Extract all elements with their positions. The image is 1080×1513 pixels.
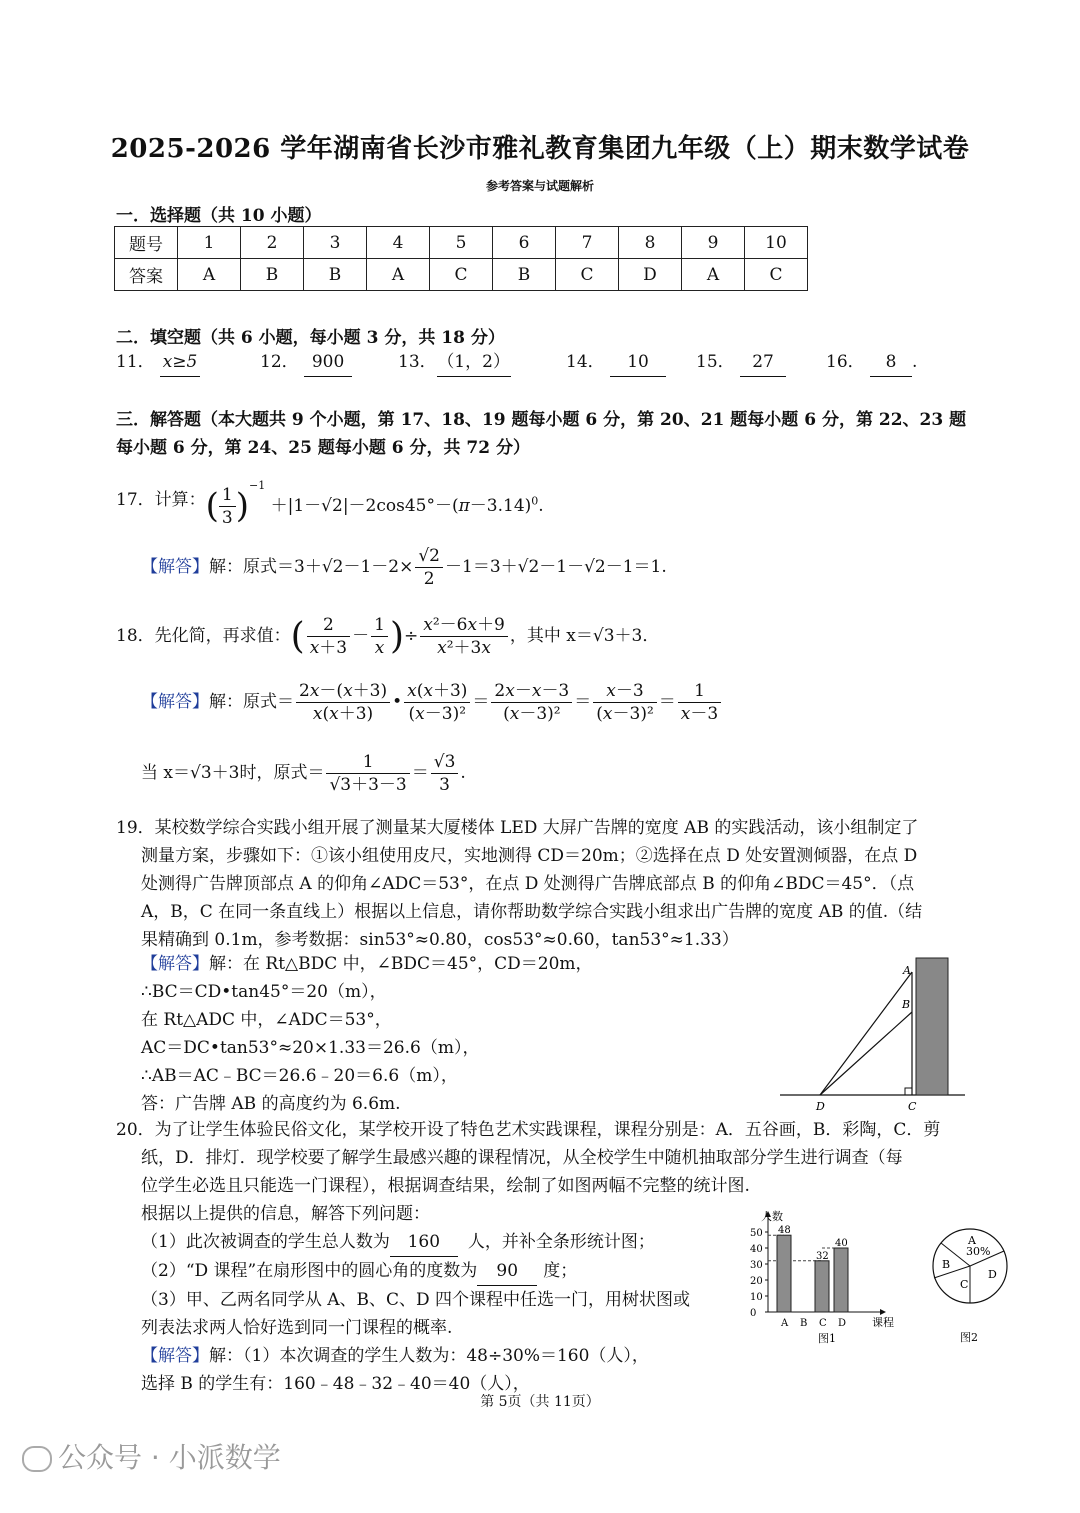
x-tick-label: C xyxy=(819,1318,827,1329)
x-tick-label: A xyxy=(781,1318,789,1329)
point-a-label: A xyxy=(903,964,911,977)
pie-caption: 图2 xyxy=(960,1331,978,1344)
fill-item: 15． 27 xyxy=(696,349,786,377)
bar-C xyxy=(815,1261,829,1312)
q18-solution: 【解答】 解：原式＝ $\frac{2x-(x+3)}{x(x+3)}$ • $\frac{x(x+3)}{\text{(x－3)²}}$ ＝ $\frac{2x-x-3}{\text{(x－3)²}}$ ＝ $\frac{x-3}{\text{(x－3)²}}$ ＝ $\frac{1}{x-3}$ xyxy=(141,676,723,728)
bar-value-label: 40 xyxy=(835,1238,848,1249)
pie-label-b: B xyxy=(942,1258,951,1271)
page-title: 2025-2026 学年湖南省长沙市雅礼教育集团九年级（上）期末数学试卷 xyxy=(110,134,970,164)
q17-solution: 【解答】 解：原式＝3＋√2－1－2× $\frac{√2}{2}$ －1＝3＋√2－1－√2－1＝1. xyxy=(141,545,667,589)
page-footer: 第 5页（共 11页） xyxy=(480,1394,600,1410)
table-cell-number: 2 xyxy=(241,227,304,259)
q19-statement: 19．某校数学综合实践小组开展了测量某大厦楼体 LED 大屏广告牌的宽度 AB 的实践活动，该小组制定了 测量方案，步骤如下：①该小组使用皮尺，实地测得 CD＝20m；②选择在点 D 处安置测倾器，在点 D 处测得广告牌顶部点 A 的仰角∠ADC＝53°，在点 D 处测得广告牌底部点 B 的仰角∠BDC＝45°．（点 A，B，C 在同一条直线上）根据以上信息，请你帮助数学综合实践小组求出广告牌的宽度 AB 的值.（结 果精确到 0.1m，参考数据：sin53°≈0.80，cos53°≈0.60，tan53°≈1.33） xyxy=(116,818,923,950)
table-cell-number: 8 xyxy=(619,227,682,259)
q17-statement: 17．计算： ( $\frac{1}{3}$ )$^{-1} +|1-√2|-2\cos 45^\circ-(\pi-3.14)^0$. xyxy=(116,475,544,525)
table-cell-answer: B xyxy=(241,259,304,291)
q18-expression: ( $\frac{2}{x+3}$ － $\frac{1}{x}$ ) ÷ $\frac{\text{x²－6x＋9}}{\text{x²＋3x}}$ xyxy=(291,614,510,659)
watermark: 公众号 · 小派数学 xyxy=(22,1436,281,1476)
table-cell-number: 1 xyxy=(178,227,241,259)
sight-line-b xyxy=(820,1012,912,1095)
bar-D xyxy=(834,1248,848,1312)
y-tick-label: 10 xyxy=(750,1292,763,1303)
point-d-label: D xyxy=(816,1100,825,1113)
table-cell-answer: A xyxy=(367,259,430,291)
section3-heading-line2: 每小题 6 分，第 24、25 题每小题 6 分，共 72 分） xyxy=(116,438,530,458)
answer-table xyxy=(114,226,808,291)
table-cell-answer: C xyxy=(745,259,808,291)
q18-derivation: $\frac{2x-(x+3)}{x(x+3)}$ • $\frac{x(x+3)}{\text{(x－3)²}}$ ＝ $\frac{2x-x-3}{\text{(x－3)²}}$ ＝ $\frac{x-3}{\text{(x－3)²}}$ ＝ $\frac{1}{x-3}$ xyxy=(294,680,723,725)
table-cell-number: 5 xyxy=(430,227,493,259)
bar-value-label: 32 xyxy=(816,1250,829,1262)
chart-xlabel: 课程 xyxy=(872,1316,894,1329)
pie-label-d: D xyxy=(988,1268,997,1281)
fraction: $\frac{√3}{3}$ xyxy=(431,751,459,796)
table-cell-answer: C xyxy=(556,259,619,291)
fill-item: 12． 900 xyxy=(260,349,352,377)
table-cell-answer: B xyxy=(493,259,556,291)
x-tick-label: B xyxy=(800,1318,808,1329)
q20-subquestions: （1）此次被调查的学生总人数为 160 人，并补全条形统计图； （2）“D 课程”在扇形图中的圆心角的度数为 90 度； （3）甲、乙两名同学从 A、B、C、D 四个课程中任选一门，用树状图或 列表法求两人恰好选到同一门课程的概率. 【解答】解：（1）本次调查的学生人数为：48÷30%＝160（人）， 选择 B 的学生有：160﹣48﹣32﹣40＝40（人）， xyxy=(141,1228,741,1398)
bar-value-label: 48 xyxy=(778,1225,791,1237)
fill-item: 14． 10 xyxy=(566,349,666,377)
pie-label-a-pct: 30% xyxy=(966,1245,991,1258)
table-row-label: 答案 xyxy=(115,259,178,291)
fraction: $\frac{1}{√3+3-3}$ xyxy=(326,751,409,796)
y-tick-label: 20 xyxy=(750,1276,763,1287)
page-subtitle: 参考答案与试题解析 xyxy=(485,179,594,193)
table-cell-number: 10 xyxy=(745,227,808,259)
table-row-label: 题号 xyxy=(115,227,178,259)
q19-solution: 【解答】解：在 Rt△BDC 中，∠BDC＝45°，CD＝20m， ∴BC＝CD•tan45°＝20（m）， 在 Rt△ADC 中，∠ADC＝53°， AC＝DC•tan53°≈20×1.33＝26.6（m）， ∴AB＝AC﹣BC＝26.6﹣20＝6.6（m）， 答：广告牌 AB 的高度约为 6.6m. xyxy=(141,954,593,1114)
y-tick-label: 0 xyxy=(750,1308,757,1319)
chart-ylabel: 人数 xyxy=(761,1210,783,1223)
fill-item: 13．（1，2） xyxy=(398,349,511,377)
pie-chart xyxy=(925,1220,1025,1350)
table-cell-number: 6 xyxy=(493,227,556,259)
wechat-icon xyxy=(22,1446,52,1472)
fraction: $\frac{√2}{2}$ xyxy=(415,545,443,590)
table-cell-answer: D xyxy=(619,259,682,291)
x-axis-arrow xyxy=(880,1309,886,1315)
chart-caption: 图1 xyxy=(818,1332,836,1345)
section2-heading: 二．填空题（共 6 小题，每小题 3 分，共 18 分） xyxy=(116,328,505,348)
table-cell-number: 9 xyxy=(682,227,745,259)
bar-chart xyxy=(738,1208,908,1350)
table-cell-number: 4 xyxy=(367,227,430,259)
pie-label-c: C xyxy=(960,1278,969,1291)
q17-expression: ( $\frac{1}{3}$ )$^{-1} +|1-√2|-2\cos 45^\circ-(\pi-3.14)^0$. xyxy=(205,478,544,528)
bar-A xyxy=(777,1235,791,1312)
building xyxy=(916,958,948,1095)
x-tick-label: D xyxy=(838,1318,847,1329)
section1-heading: 一．选择题（共 10 小题） xyxy=(116,206,322,226)
fill-item: 11． x≥5 xyxy=(116,349,200,377)
q20-statement: 20．为了让学生体验民俗文化，某学校开设了特色艺术实践课程，课程分别是：A．五谷画，B．彩陶，C．剪 纸，D．排灯．现学校要了解学生最感兴趣的课程情况，从全校学生中随机抽取部分学生进行调查（每 位学生必选且只能选一门课程），根据调查结果，绘制了如图两幅不完整的统计图. 根据以上提供的信息，解答下列问题： xyxy=(116,1120,941,1224)
right-angle-mark xyxy=(905,1088,912,1095)
section3-heading-line1: 三．解答题（本大题共 9 个小题，第 17、18、19 题每小题 6 分，第 20、21 题每小题 6 分，第 22、23 题 xyxy=(116,410,967,430)
y-tick-label: 50 xyxy=(750,1228,763,1239)
pie-divider xyxy=(934,1266,970,1278)
q18-evaluation: 当 x＝√3＋3时，原式＝ $\frac{1}{√3+3-3}$ ＝ $\frac{√3}{3}$ . xyxy=(141,751,466,795)
table-cell-answer: A xyxy=(178,259,241,291)
table-cell-answer: C xyxy=(430,259,493,291)
sight-line-a xyxy=(820,972,912,1095)
fill-item: 16． 8 . xyxy=(826,349,917,377)
point-c-label: C xyxy=(908,1100,917,1113)
pie-label-a: A xyxy=(968,1234,976,1247)
point-b-label: B xyxy=(902,998,911,1011)
table-cell-number: 7 xyxy=(556,227,619,259)
table-cell-number: 3 xyxy=(304,227,367,259)
table-cell-answer: B xyxy=(304,259,367,291)
q19-figure xyxy=(770,950,970,1115)
y-tick-label: 30 xyxy=(750,1260,763,1271)
table-cell-answer: A xyxy=(682,259,745,291)
y-tick-label: 40 xyxy=(750,1244,763,1255)
q18-statement: 18．先化简，再求值： ( $\frac{2}{x+3}$ － $\frac{1}{x}$ ) ÷ $\frac{\text{x²－6x＋9}}{\text{x²＋3x}}$ ，其中 x＝√3＋3． xyxy=(116,614,660,658)
